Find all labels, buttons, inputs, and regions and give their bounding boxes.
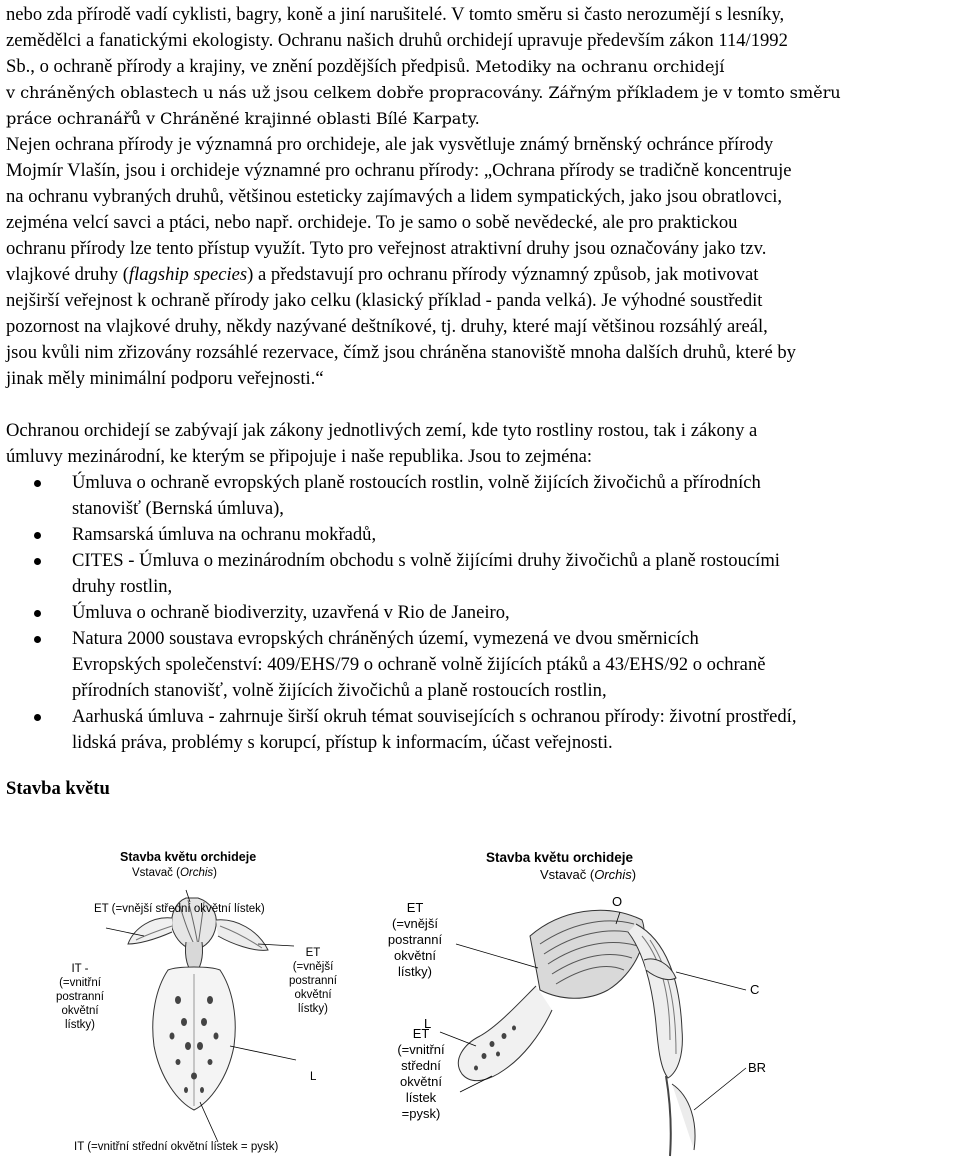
label-et-top: ET (=vnější postranní okvětní lístky): [387, 900, 443, 979]
text-line: na ochranu vybraných druhů, většinou esteticky zajímavých a lidem sympatických, jako jsou obratlovci,: [6, 186, 783, 207]
text-line: Nejen ochrana přírody je významná pro orchideje, ale jak vysvětluje známý brněnský ochránce přírody: [6, 134, 774, 155]
list-item: Úmluva o ochraně evropských planě rostoucích rostlin, volně žijících živočichů a přírodních stanovišť (Bernská úmluva),: [6, 470, 958, 522]
bullet-icon: [34, 714, 41, 721]
list-item: Natura 2000 soustava evropských chráněných území, vymezená ve dvou směrnicích Evropských společenství: 409/EHS/79 o ochraně volně žijících ptáků a 43/EHS/92 o ochraně přírodních stanovišť, volně žijících živočichů a planě rostoucích rostlin,: [6, 626, 958, 704]
text-line: nebo zda přírodě vadí cyklisti, bagry, koně a jiní narušitelé. V tomto směru si často nerozumějí s lesníky,: [6, 4, 785, 25]
label-it-left: IT - (=vnitřní postranní okvětní lístky): [56, 963, 104, 1031]
text-line: Sb., o ochraně přírody a krajiny, ve znění pozdějších předpisů.: [6, 56, 471, 77]
bullet-icon: [34, 558, 41, 565]
text-line: Metodiky na ochranu orchidejí: [470, 57, 725, 76]
label-l: L: [310, 1071, 317, 1083]
list-item: Ramsarská úmluva na ochranu mokřadů,: [6, 522, 958, 548]
label-o: O: [612, 894, 623, 909]
italic-term: flagship species: [128, 264, 248, 285]
text-line: Mojmír Vlašín, jsou i orchideje významné pro ochranu přírody: „Ochrana přírody se tradičně koncentruje: [6, 160, 792, 181]
text-line: ochranu přírody lze tento přístup využít. Tyto pro veřejnost atraktivní druhy jsou označovány jako tzv.: [6, 238, 767, 259]
figure-subtitle: Vstavač (Orchis): [132, 867, 218, 879]
orchid-front-figure: [56, 840, 340, 1158]
text-line: Zářným příkladem je v tomto směru: [543, 83, 841, 102]
text-line: vlajkové druhy (: [6, 264, 129, 285]
figure-subtitle: Vstavač (Orchis): [540, 867, 637, 882]
text-line: práce ochranářů v Chráněné krajinné oblasti Bílé Karpaty.: [6, 109, 480, 128]
list-item: Úmluva o ochraně biodiverzity, uzavřená v Rio de Janeiro,: [6, 600, 958, 626]
figures-row: [0, 840, 960, 1158]
label-et-right: ET (=vnější postranní okvětní lístky): [289, 947, 337, 1015]
text-line: jsou kvůli nim zřizovány rozsáhlé rezervace, čímž jsou chráněna stanoviště mnoha dalších druhů, které by: [6, 342, 796, 363]
convention-list: [6, 470, 958, 756]
figure-title: Stavba květu orchideje: [120, 850, 257, 864]
label-c: C: [750, 982, 760, 997]
label-it-bottom: IT (=vnitřní střední okvětní lístek = pysk): [74, 1141, 279, 1153]
text-line: zemědělci a fanatickými ekologisty. Ochranu našich druhů orchidejí upravuje především zákon 114/1992: [6, 30, 788, 51]
paragraph-2: [6, 132, 958, 392]
list-item: Aarhuská úmluva - zahrnuje širší okruh témat souvisejících s ochranou přírody: životní prostředí, lidská práva, problémy s korupcí, přístup k informacím, účast veřejnosti.: [6, 704, 958, 756]
bullet-icon: [34, 610, 41, 617]
text-line: úmluvy mezinárodní, ke kterým se připojuje i naše republika. Jsou to zejména:: [6, 446, 593, 467]
paragraph-gap: [6, 392, 958, 418]
orchid-side-figure: [380, 840, 800, 1158]
label-l: L: [424, 1016, 432, 1031]
text-line: zejména velcí savci a ptáci, nebo např. orchideje. To je samo o sobě nevědecké, ale pro praktickou: [6, 212, 738, 233]
bullet-icon: [34, 636, 41, 643]
text-line: ) a představují pro ochranu přírody významný způsob, jak motivovat: [247, 264, 759, 285]
text-line: Ochranou orchidejí se zabývají jak zákony jednotlivých zemí, kde tyto rostliny rostou, tak i zákony a: [6, 420, 758, 441]
text-line: nejširší veřejnost k ochraně přírody jako celku (klasický příklad - panda velká). Je výhodné soustředit: [6, 290, 763, 311]
figure-title: Stavba květu orchideje: [486, 850, 634, 865]
bullet-icon: [34, 480, 41, 487]
document-page: [6, 2, 958, 802]
label-br: BR: [748, 1060, 767, 1075]
text-line: pozornost na vlajkové druhy, někdy nazývané deštníkové, tj. druhy, které mají většinou rozsáhlý areál,: [6, 316, 768, 337]
label-et-top: ET (=vnější střední okvětní lístek): [94, 903, 265, 915]
bullet-icon: [34, 532, 41, 539]
text-line: v chráněných oblastech u nás už jsou celkem dobře propracovány.: [6, 83, 544, 102]
paragraph-3: [6, 418, 958, 470]
paragraph-1: [6, 2, 958, 132]
text-line: jinak měly minimální podporu veřejnosti.“: [6, 368, 324, 389]
label-et-bottom: ET (=vnitřní střední okvětní lístek =pysk): [397, 1026, 445, 1121]
section-heading: Stavba květu: [6, 778, 110, 799]
list-item: CITES - Úmluva o mezinárodním obchodu s volně žijícími druhy živočichů a planě rostoucími druhy rostlin,: [6, 548, 958, 600]
